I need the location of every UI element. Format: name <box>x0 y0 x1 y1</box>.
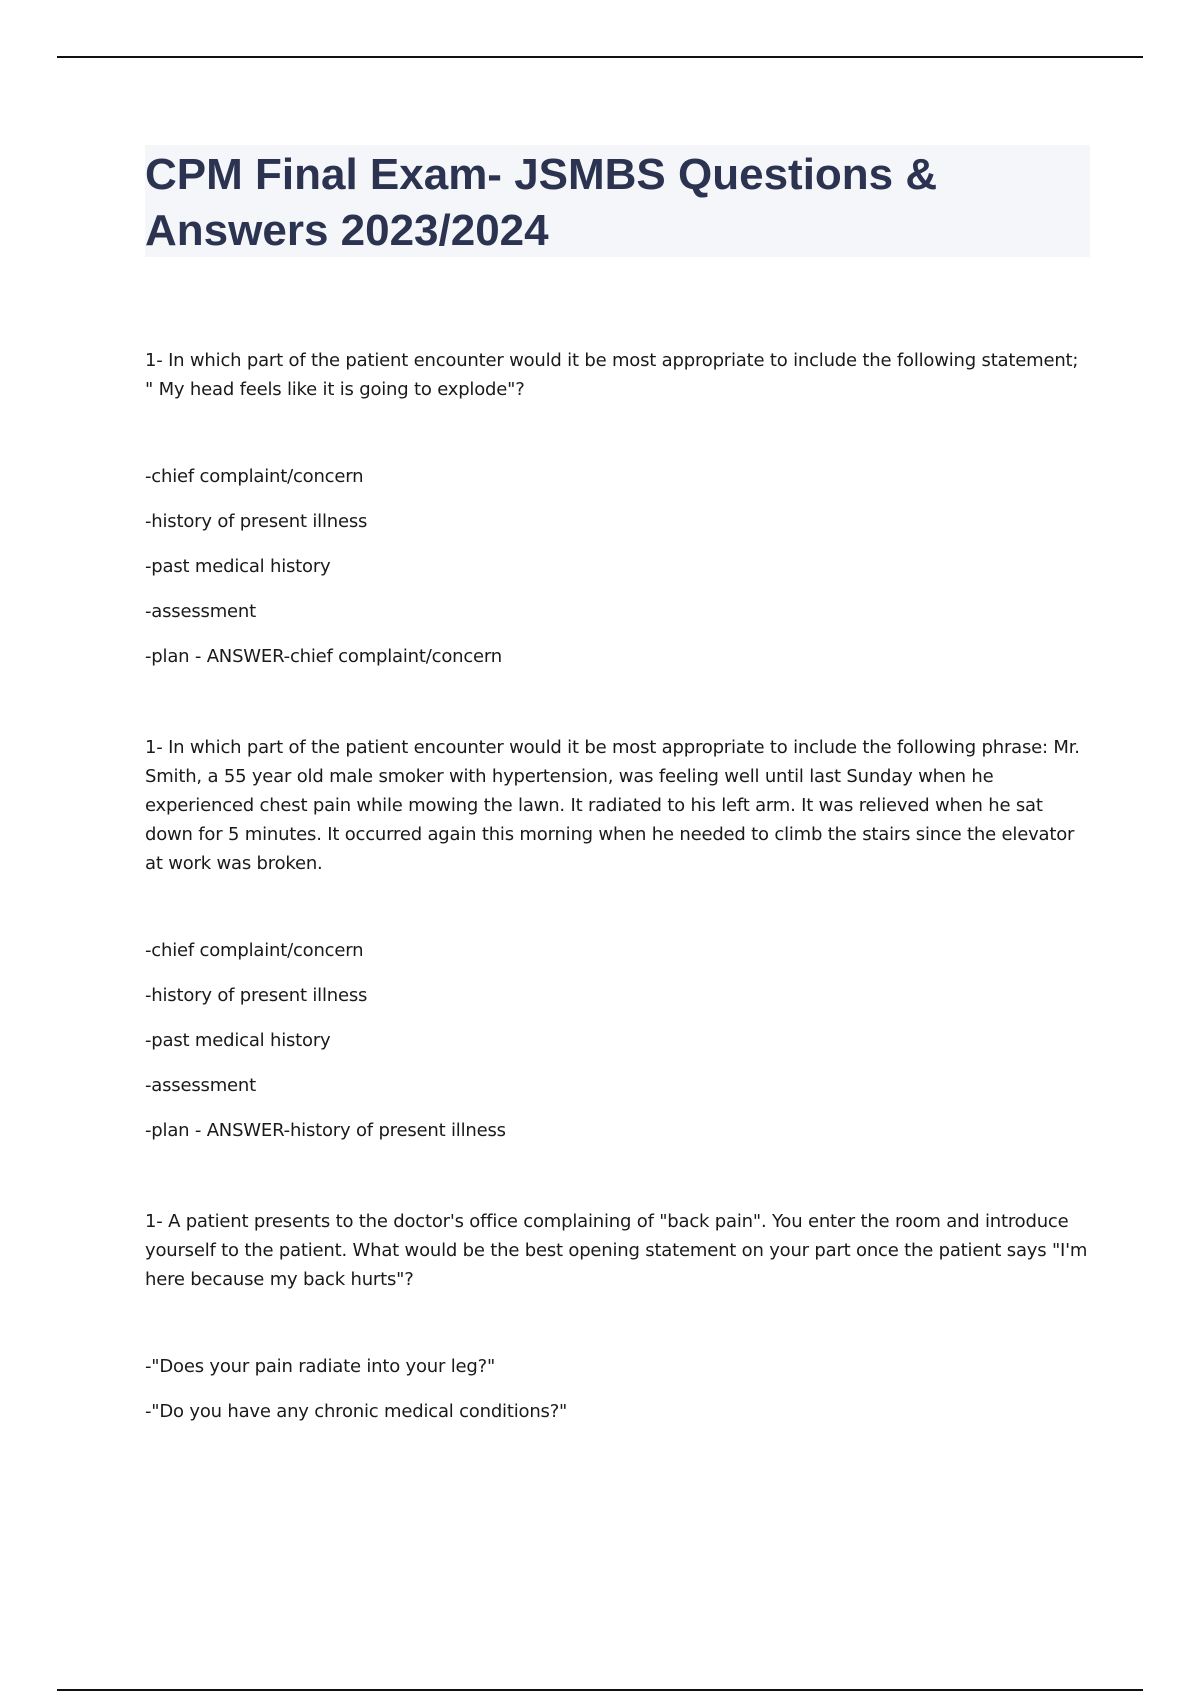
answer-option: -chief complaint/concern <box>145 940 364 961</box>
answer-option-with-answer: -plan - ANSWER-history of present illness <box>145 1120 506 1141</box>
answer-option: -history of present illness <box>145 511 368 532</box>
question-block <box>145 1207 1090 1445</box>
title-banner <box>145 145 1090 257</box>
document-title: CPM Final Exam- JSMBS Questions & Answers 2023/2024 <box>145 150 938 255</box>
top-divider <box>57 56 1143 58</box>
question-prompt: 1- In which part of the patient encounter would it be most appropriate to include the following statement; " My head feels like it is going to explode"? <box>145 350 1079 400</box>
answer-option: -assessment <box>145 1075 256 1096</box>
answer-option: -history of present illness <box>145 985 368 1006</box>
answer-option: -chief complaint/concern <box>145 466 364 487</box>
answer-option: -"Do you have any chronic medical conditions?" <box>145 1401 568 1422</box>
answer-option: -"Does your pain radiate into your leg?" <box>145 1356 496 1377</box>
question-prompt: 1- In which part of the patient encounter would it be most appropriate to include the following phrase: Mr. Smith, a 55 year old male smoker with hypertension, was feeling well until last Sunday when he experienced chest pain while mowing the lawn. It radiated to his left arm. It was relieved when he sat down for 5 minutes. It occurred again this morning when he needed to climb the stairs since the elevator at work was broken. <box>145 737 1080 874</box>
answer-option-with-answer: -plan - ANSWER-chief complaint/concern <box>145 646 502 667</box>
question-block <box>145 346 1090 690</box>
answer-option: -past medical history <box>145 556 331 577</box>
bottom-divider <box>57 1689 1143 1691</box>
answer-option: -past medical history <box>145 1030 331 1051</box>
answer-option: -assessment <box>145 601 256 622</box>
question-block <box>145 733 1090 1164</box>
question-list <box>145 346 1090 1445</box>
question-prompt: 1- A patient presents to the doctor's office complaining of "back pain". You enter the room and introduce yourself to the patient. What would be the best opening statement on your part once the patient says "I'm here because my back hurts"? <box>145 1211 1088 1290</box>
